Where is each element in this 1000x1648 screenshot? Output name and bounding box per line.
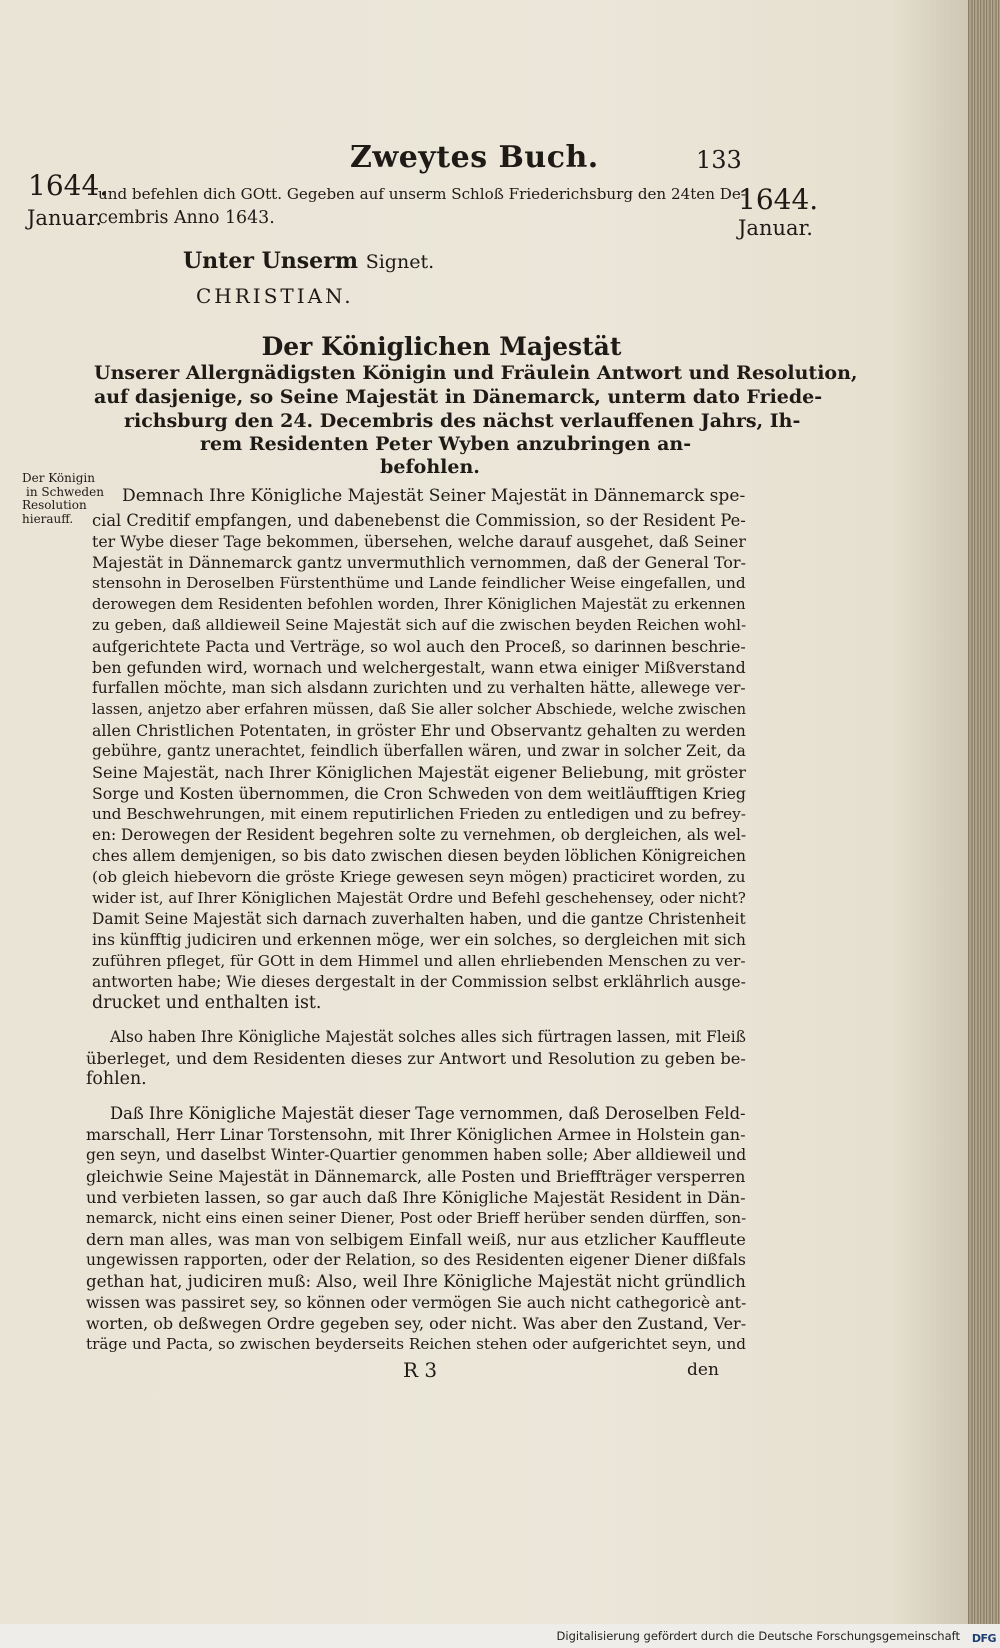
text-line: furfallen möchte, man sich alsdann zurichten und zu verhalten hätte, allewege ver- [92, 679, 746, 697]
margin-note-line: Resolution [22, 498, 87, 512]
text-line: en: Derowegen der Resident begehren solte zu vernehmen, ob dergleichen, als wel- [92, 826, 747, 844]
text-line: und verbieten lassen, so gar auch daß Ihre Königliche Majestät Resident in Dän- [86, 1188, 746, 1207]
subheading-line: rem Residenten Peter Wyben anzubringen an- [200, 433, 692, 455]
text-line: Demnach Ihre Königliche Majestät Seiner Majestät in Dännemarck spe- [122, 486, 746, 506]
text-line: marschall, Herr Linar Torstensohn, mit Ihrer Königlichen Armee in Holstein gan- [86, 1125, 746, 1144]
margin-note-line: Der Königin [22, 471, 95, 485]
footer-bar [0, 1624, 1000, 1648]
text-line: gebühre, gantz unerachtet, feindlich überfallen wären, und zwar in solcher Zeit, da [92, 742, 746, 760]
footer-credit: Digitalisierung gefördert durch die Deutsche Forschungsgemeinschaft [556, 1629, 960, 1643]
signet-line [183, 248, 434, 274]
dfg-logo: DFG [971, 1632, 996, 1645]
margin-year-left: 1644. [28, 169, 109, 202]
text-line: gen seyn, und daselbst Winter-Quartier genommen haben solle; Aber alldieweil und [86, 1146, 747, 1164]
signet-latin: Signet. [365, 251, 435, 273]
text-line: drucket und enthalten ist. [92, 993, 322, 1013]
text-line: derowegen dem Residenten befohlen worden, Ihrer Königlichen Majestät zu erkennen [92, 595, 746, 613]
subheading-line: auf dasjenige, so Seine Majestät in Dänemarck, unterm dato Friede- [94, 386, 823, 408]
text-line: Damit Seine Majestät sich darnach zuverhalten haben, und die gantze Christenheit [92, 910, 746, 928]
margin-month-right: Januar. [738, 216, 813, 240]
text-line: wissen was passiret sey, so können oder vermögen Sie auch nicht cathegoricè ant- [86, 1293, 747, 1312]
text-line: ungewissen rapporten, oder der Relation, so des Residenten eigener Diener dißfals [86, 1251, 746, 1269]
subheading-line: richsburg den 24. Decembris des nächst verlauffenen Jahrs, Ih- [124, 410, 801, 432]
text-line: Sorge und Kosten übernommen, die Cron Schweden von dem weitläufftigen Krieg [92, 784, 746, 803]
margin-year-right: 1644. [738, 183, 819, 216]
text-line: und Beschwehrungen, mit einem reputirlichen Frieden zu entledigen und zu befrey- [92, 805, 746, 823]
text-line: allen Christlichen Potentaten, in gröster Ehr und Observantz gehalten zu werden [92, 721, 746, 740]
text-line: Daß Ihre Königliche Majestät dieser Tage vernommen, daß Deroselben Feld- [110, 1104, 746, 1123]
text-line: antworten habe; Wie dieses dergestalt in der Commission selbst erklährlich ausge- [92, 973, 746, 991]
text-line: Seine Majestät, nach Ihrer Königlichen Majestät eigener Beliebung, mit gröster [92, 763, 746, 782]
text-line: cembris Anno 1643. [98, 208, 275, 228]
text-line: zuführen pfleget, für GOtt in dem Himmel und allen ehrliebenden Menschen zu ver- [92, 952, 746, 970]
text-line: fohlen. [86, 1069, 147, 1089]
margin-month-left: Januar. [27, 206, 102, 230]
text-line: lassen, anjetzo aber erfahren müssen, daß Sie aller solcher Abschiede, welche zwischen [92, 701, 747, 718]
text-line: ter Wybe dieser Tage bekommen, übersehen, welche darauf ausgehet, daß Seiner [92, 532, 746, 551]
margin-note [22, 471, 104, 526]
running-title: Zweytes Buch. [350, 140, 599, 175]
text-line: überleget, und dem Residenten dieses zur Antwort und Resolution zu geben be- [86, 1049, 746, 1068]
page-number: 133 [696, 146, 742, 174]
subheading-line: befohlen. [380, 456, 480, 478]
text-line: ches allem demjenigen, so bis dato zwischen diesen beyden löblichen Königreichen [92, 847, 746, 865]
text-line: Majestät in Dännemarck gantz unvermuthlich vernommen, daß der General Tor- [92, 553, 746, 572]
text-line: worten, ob deßwegen Ordre gegeben sey, oder nicht. Was aber den Zustand, Ver- [86, 1314, 747, 1333]
text-line: Also haben Ihre Königliche Majestät solches alles sich fürtragen lassen, mit Fleiß [110, 1028, 746, 1046]
text-line: cial Creditif empfangen, und dabenebenst die Commission, so der Resident Pe- [92, 511, 746, 530]
text-line: träge und Pacta, so zwischen beyderseits Reichen stehen oder aufgerichtet seyn, und [86, 1335, 746, 1353]
signet-text: Unter Unserm [183, 248, 359, 274]
text-line: ins künfftig judiciren und erkennen möge, wer ein solches, so dergleichen mit sich [92, 931, 746, 949]
text-line: nemarck, nicht eins einen seiner Diener, Post oder Brieff herüber senden dürffen, son- [86, 1209, 747, 1227]
text-line: wider ist, auf Ihrer Königlichen Majestät Ordre und Befehl geschehensey, oder nicht? [92, 889, 746, 907]
section-heading: Der Königlichen Majestät [261, 332, 622, 361]
text-line: ben gefunden wird, wornach und welchergestalt, wann etwa einiger Mißverstand [92, 658, 746, 677]
text-line: dern man alles, was man von selbigem Einfall weiß, nur aus etzlicher Kauffleute [86, 1230, 746, 1249]
catchword: den [687, 1360, 719, 1380]
margin-note-line: hierauff. [22, 511, 74, 526]
page-edge [968, 0, 1000, 1648]
text-line: stensohn in Deroselben Fürstenthüme und Lande feindlicher Weise eingefallen, und [92, 574, 746, 592]
subheading-line: Unserer Allergnädigsten Königin und Fräulein Antwort und Resolution, [94, 362, 858, 384]
text-line: gleichwie Seine Majestät in Dännemarck, alle Posten und Brieffträger versperren [86, 1167, 746, 1186]
text-line: gethan hat, judiciren muß: Also, weil Ihre Königliche Majestät nicht gründlich [86, 1272, 746, 1291]
signatory: CHRISTIAN. [196, 284, 354, 308]
signature-mark: R 3 [403, 1358, 438, 1382]
text-line: aufgerichtete Pacta und Verträge, so wol auch den Proceß, so darinnen beschrie- [92, 637, 746, 656]
margin-note-line: in Schweden [26, 484, 104, 499]
text-line: und befehlen dich GOtt. Gegeben auf unserm Schloß Friederichsburg den 24ten De- [98, 185, 746, 203]
text-line: zu geben, daß alldieweil Seine Majestät sich auf die zwischen beyden Reichen wohl- [92, 616, 747, 634]
text-line: (ob gleich hiebevorn die gröste Kriege gewesen seyn mögen) practiciret worden, zu [92, 868, 746, 886]
